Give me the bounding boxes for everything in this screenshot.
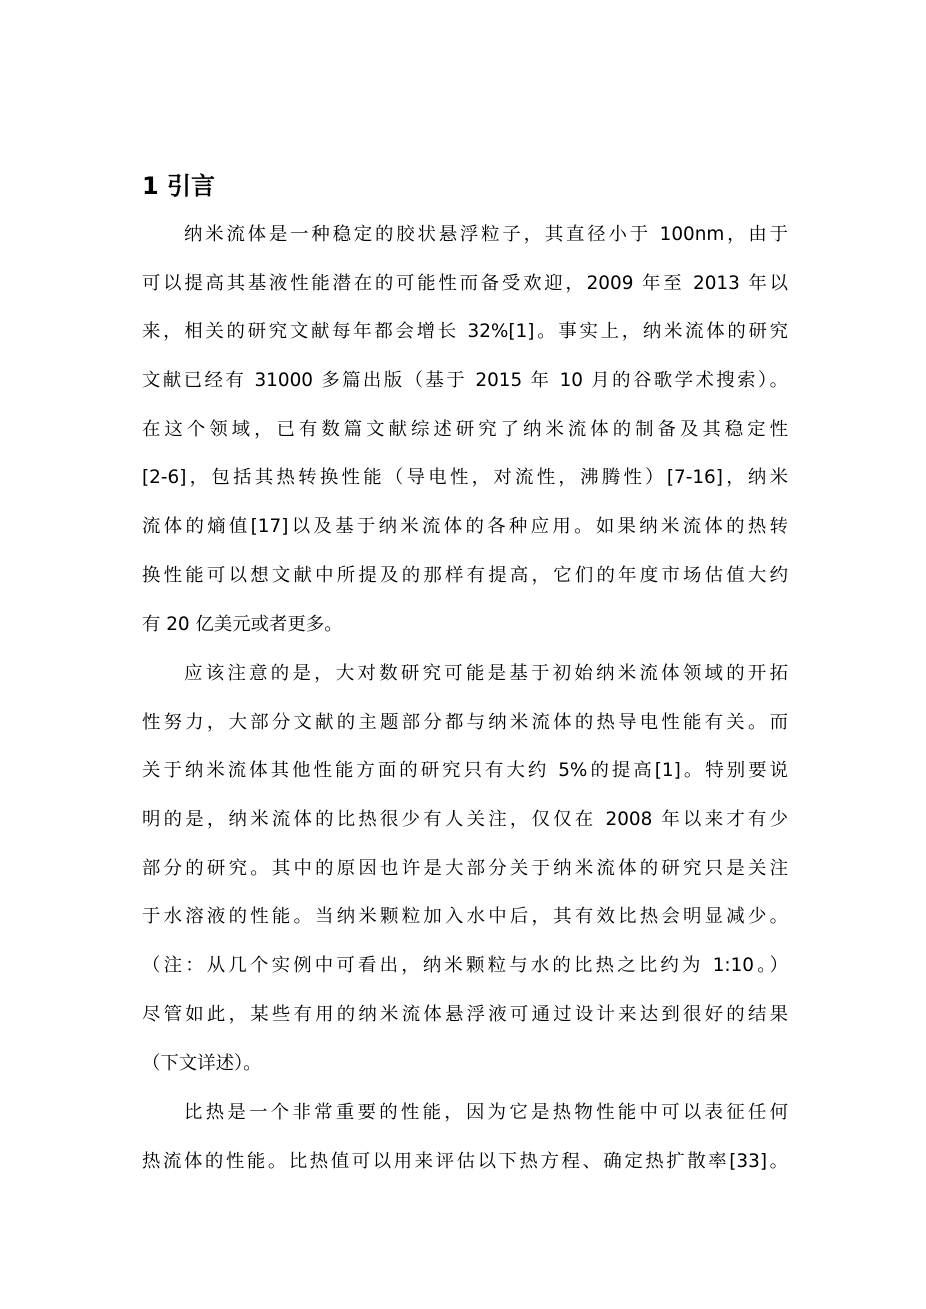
paragraph-line: 可以提高其基液性能潜在的可能性而备受欢迎，2009 年至 2013 年以 (142, 272, 788, 294)
paragraph-specific-heat (142, 1089, 788, 1186)
paragraph-line: 在这个领域，已有数篇文献综述研究了纳米流体的制备及其稳定性 (142, 418, 788, 440)
paragraph-research-focus (142, 650, 788, 1088)
paragraph-line: 性努力，大部分文献的主题部分都与纳米流体的热导电性能有关。而 (142, 711, 788, 733)
section-heading: 1 引言 (142, 172, 216, 200)
paragraph-line: （注：从几个实例中可看出，纳米颗粒与水的比热之比约为 1:10。） (142, 955, 788, 977)
paragraph-line: [2-6]，包括其热转换性能（导电性，对流性，沸腾性）[7-16]，纳米 (142, 467, 788, 489)
paragraph-line: 有 20 亿美元或者更多。 (142, 613, 343, 635)
paragraph-line: 部分的研究。其中的原因也许是大部分关于纳米流体的研究只是关注 (142, 857, 788, 879)
paragraph-line: 尽管如此，某些有用的纳米流体悬浮液可通过设计来达到很好的结果 (142, 1003, 788, 1025)
paragraph-line: 换性能可以想文献中所提及的那样有提高，它们的年度市场估值大约 (142, 564, 788, 586)
paragraph-line: 纳米流体是一种稳定的胶状悬浮粒子，其直径小于 100nm，由于 (184, 224, 788, 245)
paragraph-intro (142, 211, 788, 649)
paragraph-line: 应该注意的是，大对数研究可能是基于初始纳米流体领域的开拓 (184, 663, 788, 684)
paragraph-line: 比热是一个非常重要的性能，因为它是热物性能中可以表征任何 (184, 1102, 788, 1123)
paragraph-line: 明的是，纳米流体的比热很少有人关注，仅仅在 2008 年以来才有少 (142, 809, 788, 831)
paragraph-line: 流体的熵值[17]以及基于纳米流体的各种应用。如果纳米流体的热转 (142, 516, 788, 538)
paragraph-line: 来，相关的研究文献每年都会增长 32%[1]。事实上，纳米流体的研究 (142, 321, 788, 343)
paragraph-line: 于水溶液的性能。当纳米颗粒加入水中后，其有效比热会明显减少。 (142, 906, 788, 928)
paragraph-line: 热流体的性能。比热值可以用来评估以下热方程、确定热扩散率[33]。 (142, 1150, 788, 1172)
paragraph-line: （下文详述）。 (142, 1052, 262, 1074)
paragraph-line: 关于纳米流体其他性能方面的研究只有大约 5%的提高[1]。特别要说 (142, 760, 788, 782)
paragraph-line: 文献已经有 31000 多篇出版（基于 2015 年 10 月的谷歌学术搜索）。 (142, 370, 788, 392)
